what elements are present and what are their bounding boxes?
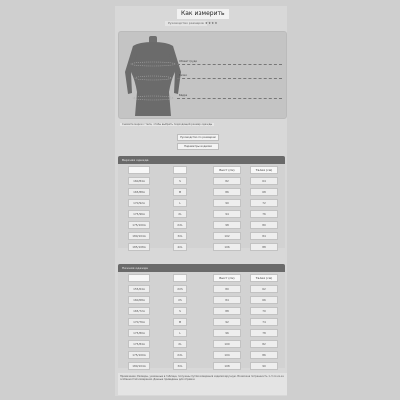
table-cell: L	[173, 199, 187, 207]
table-cell: 82	[213, 177, 241, 185]
hip-measure-label: Бёдра	[179, 94, 188, 97]
table-cell: XL	[173, 210, 187, 218]
table-cell: 88	[213, 307, 241, 315]
table-cell: 96	[213, 329, 241, 337]
table-cell: 86	[213, 188, 241, 196]
table-cell: 160/68A	[128, 296, 150, 304]
table-cell: 62	[250, 285, 278, 293]
table-cell: 100	[213, 340, 241, 348]
rating-stars: ★★★★	[205, 21, 218, 25]
table-row	[118, 230, 285, 241]
column-header	[128, 166, 150, 174]
table-row	[118, 283, 285, 294]
table-row	[118, 327, 285, 338]
table-header-row	[118, 164, 285, 175]
table-cell: 106	[213, 243, 241, 251]
table-cell: 84	[213, 296, 241, 304]
table-row	[118, 338, 285, 349]
table-cell: XXL	[173, 221, 187, 229]
table-cell: 82	[250, 340, 278, 348]
product-parameters-button[interactable]: Параметры изделия	[177, 143, 219, 150]
table-cell: 88	[250, 243, 278, 251]
table-cell: 78	[250, 329, 278, 337]
table-cell: 185/108A	[128, 243, 150, 251]
table-cell: 175/84A	[128, 340, 150, 348]
table-cell: XXS	[173, 285, 187, 293]
table-cell: 165/72A	[128, 307, 150, 315]
table-cell: 155/64A	[128, 285, 150, 293]
chest-measure-label: Обхват груди	[179, 60, 197, 63]
table-cell: 108	[213, 362, 241, 370]
size-guide-page	[115, 6, 287, 396]
table-cell: S	[173, 307, 187, 315]
table-cell: 90	[250, 362, 278, 370]
waist-measure-label: Талия	[179, 74, 187, 77]
table-cell: 165/88A	[128, 188, 150, 196]
table-row	[118, 186, 285, 197]
table-cell: 84	[250, 232, 278, 240]
table-cell: 175/100A	[128, 351, 150, 359]
table-row	[118, 175, 285, 186]
table-cell: 104	[213, 351, 241, 359]
table-cell: 92	[213, 318, 241, 326]
table-cell: 170/92A	[128, 199, 150, 207]
table-row	[118, 219, 285, 230]
table-cell: 3XL	[173, 232, 187, 240]
size-table-2-header: Нижняя одежда	[118, 264, 285, 272]
table-cell: 74	[250, 318, 278, 326]
table-cell: 175/96A	[128, 210, 150, 218]
table-row	[118, 197, 285, 208]
table-cell: M	[173, 188, 187, 196]
column-header: Талия (см)	[250, 166, 278, 174]
table-row	[118, 294, 285, 305]
table-row	[118, 349, 285, 360]
table-cell: 70	[250, 307, 278, 315]
table-cell: XL	[173, 340, 187, 348]
table-row	[118, 208, 285, 219]
column-header: Талия (см)	[250, 274, 278, 282]
table-cell: 98	[213, 221, 241, 229]
size-note: Примечание: Размеры, указанные в таблице, получены путём измерения изделия вручную. Возможна погрешность 1–3 см из-за особенностей измерения. Данные приведены для справки.	[118, 373, 287, 395]
table-cell: 180/104A	[128, 362, 150, 370]
column-header: Бюст (см)	[213, 274, 241, 282]
size-table-1-header: Верхняя одежда	[118, 156, 285, 164]
table-cell: 66	[250, 296, 278, 304]
table-row	[118, 360, 285, 368]
table-cell: S	[173, 177, 187, 185]
table-cell: 68	[250, 188, 278, 196]
table-cell: 80	[213, 285, 241, 293]
size-table-1	[118, 156, 285, 248]
table-cell: M	[173, 318, 187, 326]
column-header	[173, 166, 187, 174]
table-row	[118, 305, 285, 316]
table-cell: 76	[250, 210, 278, 218]
table-cell: 3XL	[173, 362, 187, 370]
table-cell: 72	[250, 199, 278, 207]
table-cell: 170/76A	[128, 318, 150, 326]
size-table-2	[118, 264, 285, 368]
table-row	[118, 316, 285, 327]
table-cell: 80	[250, 221, 278, 229]
table-cell: 4XL	[173, 243, 187, 251]
measurement-hint: Снимите мерки с тела, чтобы выбрать подходящий размер одежды	[122, 123, 213, 126]
measurement-figure	[118, 31, 287, 119]
body-silhouette-icon	[119, 32, 286, 118]
table-header-row	[118, 272, 285, 283]
table-cell: 90	[213, 199, 241, 207]
waist-measure-line	[177, 78, 282, 79]
table-cell: 94	[213, 210, 241, 218]
size-guide-button[interactable]: Руководство по размерам	[177, 134, 219, 141]
page-title: Как измерить	[177, 9, 229, 19]
chest-measure-line	[177, 64, 282, 65]
table-cell: 180/104A	[128, 232, 150, 240]
table-cell: 160/84A	[128, 177, 150, 185]
hip-measure-line	[177, 98, 282, 99]
table-cell: L	[173, 329, 187, 337]
table-cell: XS	[173, 296, 187, 304]
table-cell: 86	[250, 351, 278, 359]
table-cell: XXL	[173, 351, 187, 359]
table-cell: 175/80A	[128, 329, 150, 337]
table-row	[118, 241, 285, 249]
column-header	[173, 274, 187, 282]
table-cell: 64	[250, 177, 278, 185]
table-cell: 102	[213, 232, 241, 240]
column-header	[128, 274, 150, 282]
page-subtitle: Руководство размеров	[165, 21, 207, 26]
column-header: Бюст (см)	[213, 166, 241, 174]
table-cell: 175/100A	[128, 221, 150, 229]
